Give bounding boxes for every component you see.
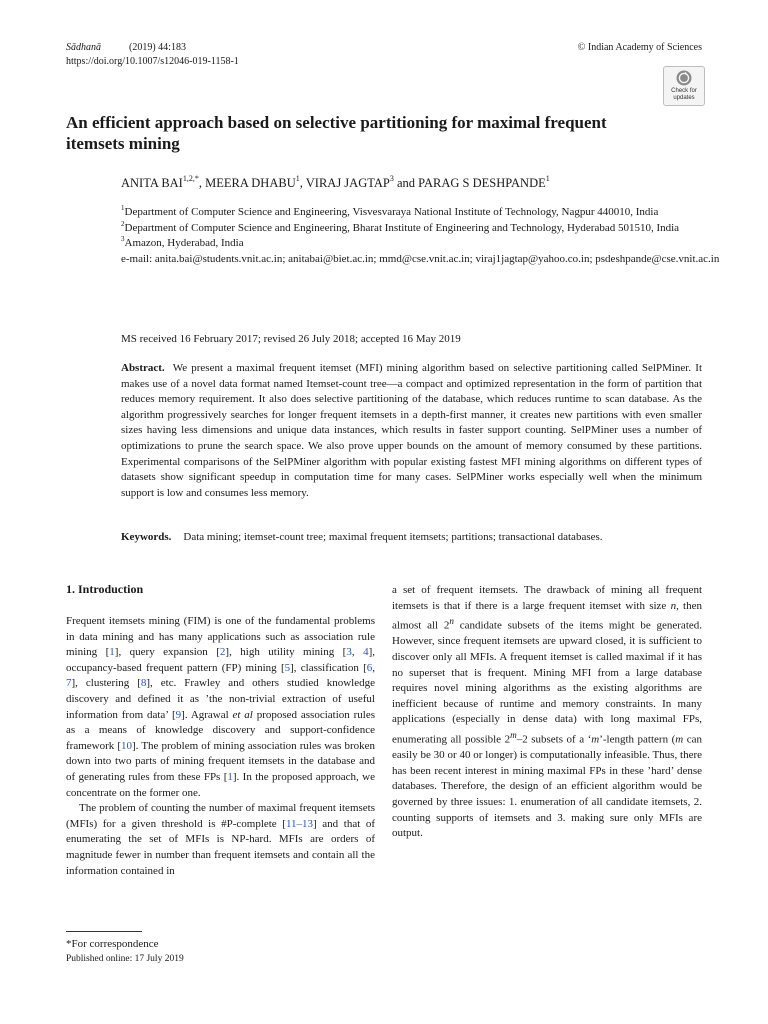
- badge-line1: Check for: [671, 88, 697, 94]
- affiliation-item: [121, 221, 721, 237]
- citation-link[interactable]: 5: [284, 661, 291, 674]
- paragraph-text: –2 subsets of a ‘: [516, 733, 592, 746]
- publisher-notice: © Indian Academy of Sciences: [577, 42, 702, 53]
- author-name: ANITA BAI: [121, 176, 183, 190]
- math-italic: m: [675, 733, 684, 746]
- body-column-left: [66, 614, 375, 879]
- citation-link[interactable]: 1: [109, 646, 115, 659]
- author-emails: e-mail: anita.bai@students.vnit.ac.in; anitabai@biet.ac.in; mmd@cse.vnit.ac.in; viraj1jagtap@yahoo.co.in; psdeshpande@cse.vnit.ac.in: [121, 252, 720, 265]
- author-affiliation-mark: 1: [545, 174, 550, 183]
- math-superscript: n: [449, 616, 454, 627]
- paragraph-text: proposed association rules as a means of knowledge discovery and support-confidence framework [: [66, 708, 375, 752]
- author-name: PARAG S DESHPANDE: [418, 176, 546, 190]
- intro-paragraph-2: [66, 801, 375, 879]
- paragraph-text: ’-length pattern (: [599, 733, 676, 746]
- check-for-updates-badge[interactable]: [663, 66, 705, 106]
- paragraph-text: candidate subsets of the items might be generated. However, since frequent itemsets are upward closed, it is sufficient to discover only all MFIs. A frequent itemset is called maximal if it has no superset that is frequent. Mining MFI from a large database requires novel mining algorithms as the existing algorithms are inefficient because of runtime and memory constraints. In many applications (especially in dense data) with long maximal FPs, enumerating all possible 2: [392, 619, 703, 746]
- paragraph-text: ], etc. Frawley and others studied knowledge discovery and defined it as ’the non-trivial extraction of useful information from data’ [: [66, 677, 376, 721]
- citation-link[interactable]: 6: [366, 661, 373, 674]
- author-separator: ,: [198, 176, 206, 190]
- author-affiliation-mark: 1,2,*: [182, 174, 199, 183]
- doi-link[interactable]: https://doi.org/10.1007/s12046-019-1158-1: [66, 56, 239, 67]
- intro-paragraph-1: [66, 614, 375, 801]
- paragraph-text: ]. Agrawal: [181, 708, 233, 721]
- citation-link[interactable]: 10: [121, 739, 133, 752]
- paragraph-text: , then almost all 2: [392, 599, 702, 632]
- paragraph-text: ], query expansion [: [114, 646, 220, 659]
- paragraph-text: The problem of counting the number of maximal frequent itemsets (MFIs) for a given threshold is #P-complete [: [66, 802, 375, 830]
- author-separator: and: [393, 176, 419, 190]
- keywords-text: Data mining; itemset-count tree; maximal frequent itemsets; partitions; transactional databases.: [183, 531, 603, 543]
- citation-link[interactable]: 7: [66, 677, 72, 690]
- paragraph-text: ], classification [: [290, 661, 367, 674]
- journal-citation: [66, 41, 186, 55]
- badge-line2: updates: [673, 95, 695, 101]
- author-list: [121, 175, 550, 191]
- paragraph-text: ]. The problem of mining association rules was broken down into two parts of mining frequent itemsets in the database and of generating rules from these FPs [: [66, 739, 375, 783]
- paragraph-text: ] and that of enumerating the set of MFIs is NP-hard. MFIs are orders of magnitude fewer in number than frequent itemsets and contain all the information contained in: [66, 817, 376, 877]
- affiliation-number: 2: [121, 219, 125, 228]
- citation-link[interactable]: 2: [219, 646, 226, 659]
- keywords-label: Keywords.: [121, 531, 172, 543]
- author-name: VIRAJ JAGTAP: [305, 176, 390, 190]
- published-date: Published online: 17 July 2019: [66, 954, 184, 964]
- author-affiliation-mark: 3: [389, 174, 394, 183]
- citation-link[interactable]: 4: [363, 646, 369, 659]
- affiliation-text: Department of Computer Science and Engineering, Visvesvaraya National Institute of Technology, Nagpur 440010, India: [124, 206, 659, 218]
- journal-name: Sādhanā: [66, 42, 101, 53]
- affiliation-item: [121, 236, 721, 252]
- math-italic: et al: [232, 708, 253, 721]
- paragraph-text: Frequent itemsets mining (FIM) is one of the fundamental problems in data mining and has many applications such as association rule mining [: [66, 615, 375, 659]
- affiliation-text: Department of Computer Science and Engineering, Bharat Institute of Engineering and Technology, Hyderabad 501510, India: [124, 221, 680, 234]
- journal-volume: (2019) 44:183: [129, 42, 186, 53]
- received-dates: MS received 16 February 2017; revised 26 July 2018; accepted 16 May 2019: [121, 333, 461, 345]
- section-heading-introduction: 1. Introduction: [66, 582, 144, 596]
- keywords: [121, 530, 721, 545]
- affiliations: [121, 205, 721, 267]
- affiliation-number: 1: [121, 204, 125, 212]
- math-italic: n: [670, 599, 677, 612]
- paragraph-text: can easily be 30 or 40 or longer) is computationally infeasible. Thus, there has been recent interest in mining maximal FPs in these ’hard’ dense databases. Therefore, the design of an efficient algorithm would be governed by three issues: 1. enumeration of all candidate itemsets, 2. counting supports of itemsets and 3. making sure only MFIs are output.: [392, 733, 702, 840]
- paragraph-text: ], high utility mining [: [225, 646, 347, 659]
- citation-link[interactable]: 11–13: [285, 817, 314, 830]
- author-affiliation-mark: 1: [295, 174, 300, 183]
- citation-link[interactable]: 1: [227, 770, 233, 783]
- paper-title: An efficient approach based on selective partitioning for maximal frequent itemsets mining: [66, 113, 607, 153]
- author-separator: ,: [299, 176, 306, 190]
- math-superscript: m: [510, 730, 517, 740]
- footnote-divider: [66, 931, 142, 932]
- affiliation-item: [121, 205, 721, 221]
- affiliation-number: 3: [121, 235, 125, 244]
- correspondence-footnote: *For correspondence: [66, 938, 159, 950]
- paragraph-text: ], clustering [: [71, 677, 141, 690]
- affiliation-text: Amazon, Hyderabad, India: [124, 237, 244, 250]
- math-italic: m: [591, 733, 600, 746]
- citation-link[interactable]: 9: [175, 708, 182, 721]
- abstract-label: Abstract.: [121, 362, 165, 374]
- paragraph-text: ], occupancy-based frequent pattern (FP) mining [: [66, 646, 375, 674]
- intro-paragraph-3: [392, 583, 702, 842]
- paragraph-text: ]. In the proposed approach, we concentrate on the former one.: [66, 770, 375, 799]
- abstract: [121, 361, 702, 501]
- citation-link[interactable]: 3: [346, 646, 352, 659]
- paragraph-text: ,: [372, 661, 375, 674]
- citation-link[interactable]: 8: [140, 677, 147, 690]
- abstract-text: We present a maximal frequent itemset (MFI) mining algorithm based on selective partitioning called SelPMiner. It makes use of a novel data format named Itemset-count tree—a compact and optimized representation in the form of partition that reduces memory requirement. It also does selective partitioning of the database, which reduces runtime to scan database. As the algorithm progressively searches for longer frequent itemsets in a depth-first manner, it creates new partitions with even smaller sizes having less dimensions and unique data instances, which results in faster support counting. SelPMiner uses a number of optimizations to prune the search space. We also prove upper bounds on the amount of memory consumed by these partitions. Experimental comparisons of the SelPMiner algorithm with popular existing fastest MFI mining algorithms on different types of datasets show significant speedup in computation time for many cases. SelPMiner works especially well when the minimum support is low and consumes less memory.: [121, 362, 702, 499]
- paragraph-text: a set of frequent itemsets. The drawback of mining all frequent itemsets is that if there is a large frequent itemset with size: [392, 584, 702, 612]
- author-name: MEERA DHABU: [205, 176, 296, 190]
- body-column-right: [392, 583, 702, 842]
- paragraph-text: ,: [351, 646, 364, 659]
- check-updates-icon: [676, 70, 692, 86]
